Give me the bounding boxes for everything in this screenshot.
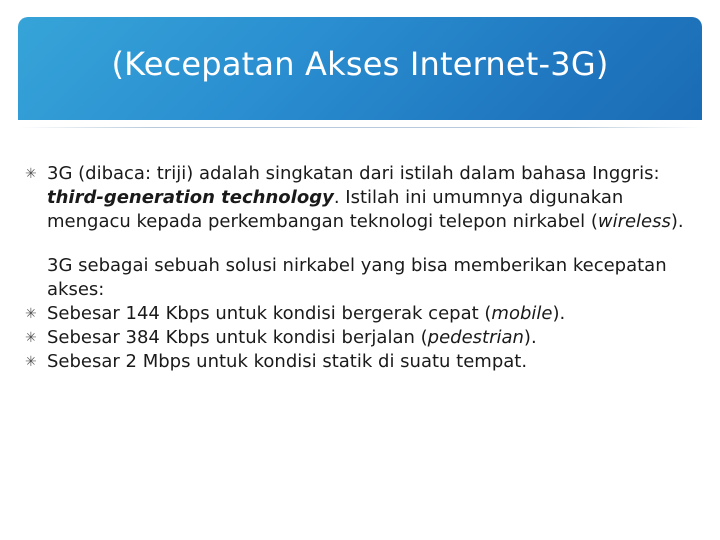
speed-item-mobile: ✳ Sebesar 144 Kbps untuk kondisi bergerak cepat (mobile). xyxy=(25,303,566,324)
term-wireless: wireless xyxy=(597,211,671,232)
intro-bullet xyxy=(25,162,705,234)
speed-item-static: ✳ Sebesar 2 Mbps untuk kondisi statik di suatu tempat. xyxy=(25,351,528,372)
term-third-generation: third-generation technology xyxy=(47,187,334,208)
speed-item-pedestrian: ✳ Sebesar 384 Kbps untuk kondisi berjalan (pedestrian). xyxy=(25,327,537,348)
asterisk-icon: ✳ xyxy=(25,330,37,346)
slide-title: (Kecepatan Akses Internet-3G) xyxy=(111,44,609,83)
intro-text: 3G (dibaca: triji) adalah singkatan dari istilah dalam bahasa Inggris: third-generation technology. Istilah ini umumnya digunakan mengacu kepada perkembangan teknologi telepon nirkabel (wireless). xyxy=(47,163,684,232)
asterisk-icon: ✳ xyxy=(25,354,37,370)
asterisk-icon: ✳ xyxy=(25,306,37,322)
speeds-lead: 3G sebagai sebuah solusi nirkabel yang bisa memberikan kecepatan akses: xyxy=(47,255,667,300)
title-divider xyxy=(18,127,702,128)
title-band xyxy=(18,17,702,120)
slide-body xyxy=(25,162,705,374)
asterisk-icon: ✳ xyxy=(25,166,37,182)
